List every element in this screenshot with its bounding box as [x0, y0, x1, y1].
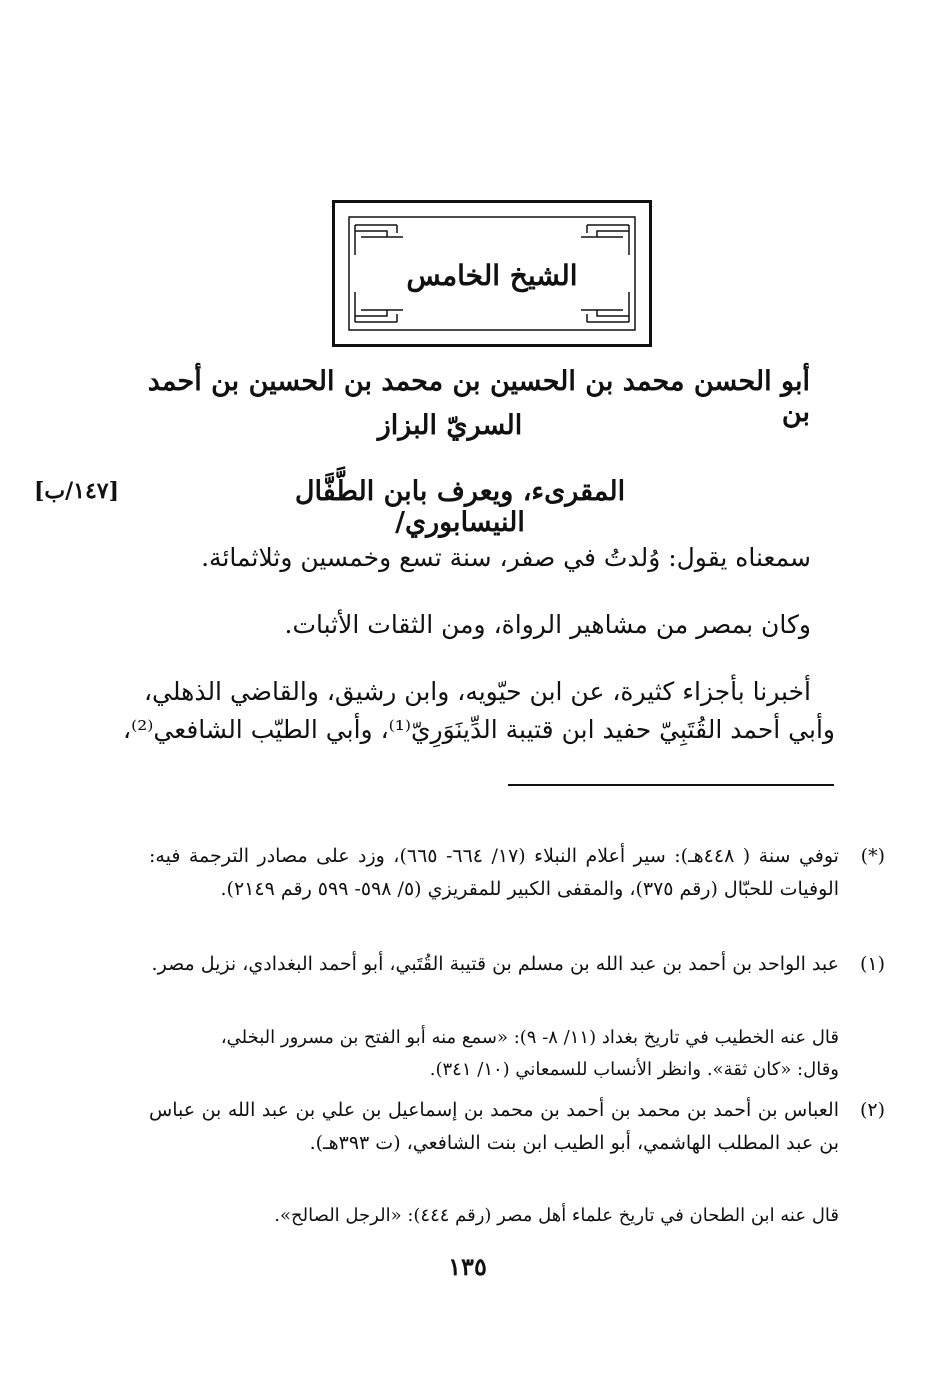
footnote-mark: (*) [860, 845, 885, 867]
footnote-text: العباس بن أحمد بن محمد بن أحمد بن محمد بن إسماعيل بن علي بن عبد الله بن عباس بن عبد المطلب الهاشمي، أبو الطيب ابن بنت الشافعي، (ت ٣٩٣هـ). [149, 1099, 839, 1154]
page-number: ١٣٥ [448, 1252, 487, 1281]
body-paragraph-3-line-1: أخبرنا بأجزاء كثيرة، عن ابن حيّويه، وابن رشيق، والقاضي الذهلي، [143, 677, 811, 706]
heading-line-1: أبو الحسن محمد بن الحسين بن محمد بن الحسين بن أحمد بن [147, 366, 810, 428]
body-paragraph-2: وكان بمصر من مشاهير الرواة، ومن الثقات الأثبات. [284, 610, 811, 639]
frame-title: الشيخ الخامس [406, 259, 578, 292]
frame-inner-border [347, 215, 637, 332]
footnote-text: عبد الواحد بن أحمد بن عبد الله بن مسلم بن قتيبة القُتَبي، أبو أحمد البغدادي، نزيل مصر. [151, 953, 839, 975]
body-paragraph-3-line-2: وأبي أحمد القُتَبِيّ حفيد ابن قتيبة الدِّينَوَرِيّ⁽¹⁾، وأبي الطيّب الشافعي⁽²⁾، [123, 715, 835, 744]
footnote-1-comment: قال عنه الخطيب في تاريخ بغداد (١١/ ٨- ٩): «سمع منه أبو الفتح بن مسرور البخلي، وقال: «كان ثقة». وانظر الأنساب للسمعاني (١٠/ ٣٤١). [220, 1027, 839, 1080]
folio-marker: [١٤٧/ب] [34, 478, 120, 504]
footnote-text: توفي سنة ( ٤٤٨هـ): سير أعلام النبلاء (١٧/ ٦٦٤- ٦٦٥)، وزد على مصادر الترجمة فيه: الوفيات للحبّال (رقم ٣٧٥)، والمقفى الكبير للمقريزي (٥/ ٥٩٨- ٥٩٩ رقم ٢١٤٩). [149, 845, 839, 900]
heading-line-3: المقرىء، ويعرف بابن الطَّفَّال النيسابوري/ [294, 476, 626, 538]
footnote-1 [149, 948, 885, 981]
footnote-star [149, 840, 885, 906]
footnote-2-comment: قال عنه ابن الطحان في تاريخ علماء أهل مصر (رقم ٤٤٤): «الرجل الصالح». [274, 1205, 839, 1226]
footnote-mark: (١) [859, 953, 885, 975]
footnote-2 [149, 1094, 885, 1160]
footnote-separator [508, 784, 834, 786]
title-frame [332, 200, 652, 347]
body-paragraph-1: سمعناه يقول: وُلدتُ في صفر، سنة تسع وخمسين وثلاثمائة. [201, 543, 811, 572]
footnote-mark: (٢) [859, 1099, 885, 1121]
heading-line-2: السريّ البزاز [377, 410, 523, 441]
